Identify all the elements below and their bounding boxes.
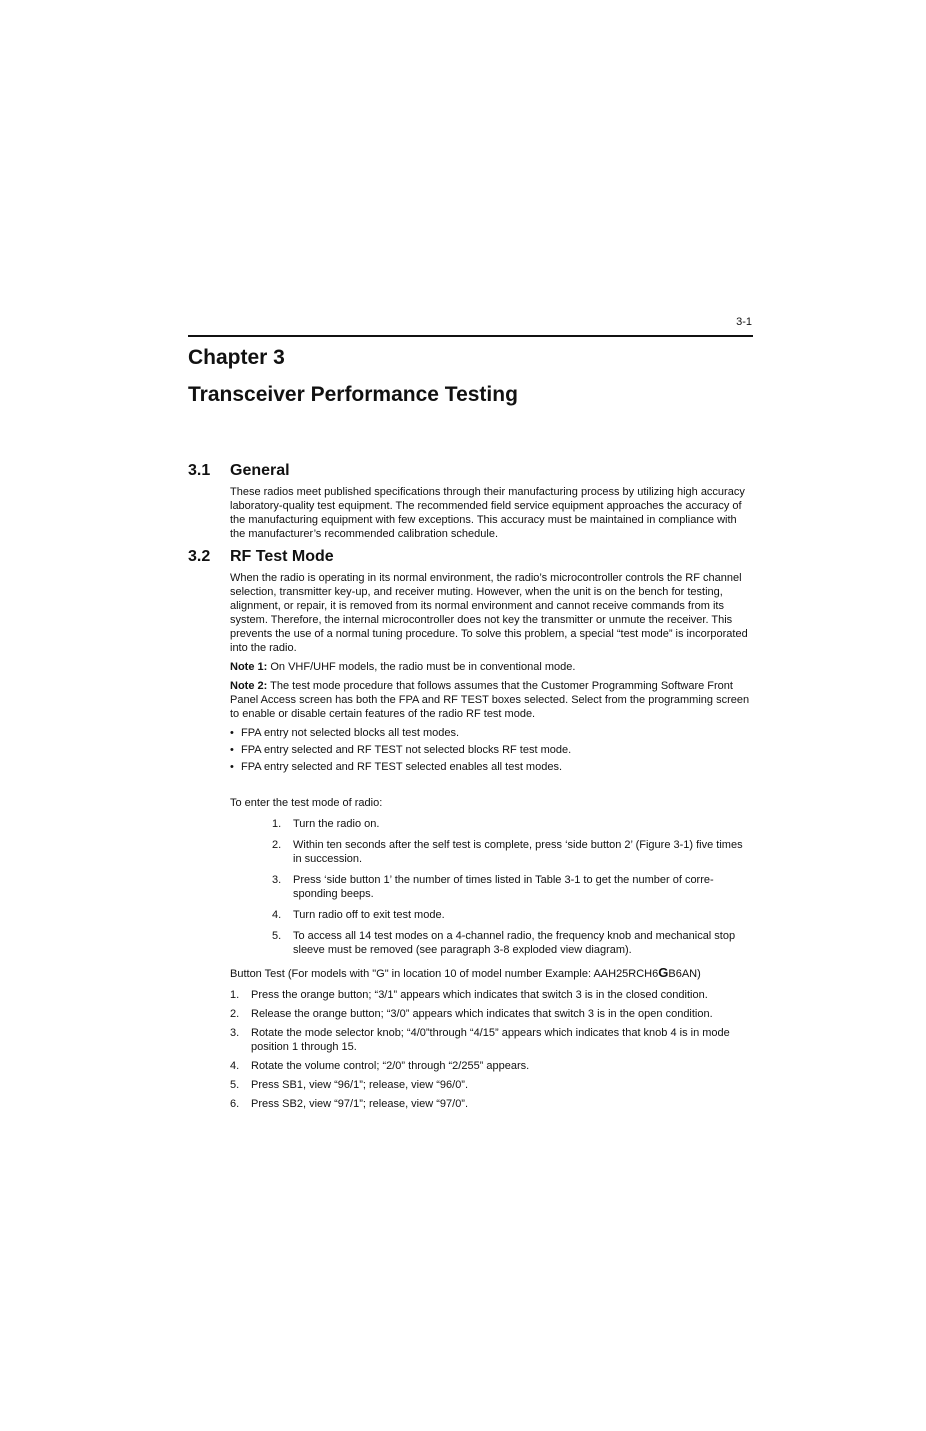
bullet-list xyxy=(230,726,754,774)
section-heading-rf-test-mode xyxy=(188,548,334,566)
list-item: 3. Rotate the mode selector knob; “4/0”through “4/15” appears which indicates that knob 4 is in mode position 1 through 15. xyxy=(230,1027,730,1053)
list-item: • FPA entry not selected blocks all test modes. xyxy=(230,727,460,739)
enter-test-mode-block xyxy=(230,796,754,964)
paragraph: These radios meet published specifications through their manufacturing process by utilizing high accuracy laboratory-quality test equipment. The recommended field service equipment approaches the accuracy of the manufacturing equipment with few exceptions. This accuracy must be maintained in compliance with the manufacturer’s recommended calibration schedule. xyxy=(230,486,745,540)
list-item: 5. To access all 14 test modes on a 4-channel radio, the frequency knob and mechanical stop sleeve must be removed (see paragraph 3-8 exploded view diagram). xyxy=(272,930,736,956)
bullet-icon: • xyxy=(230,727,234,739)
note-1 xyxy=(230,660,754,674)
note-2 xyxy=(230,679,754,721)
list-item: 2. Release the orange button; “3/0” appears which indicates that switch 3 is in the open condition. xyxy=(230,1008,713,1020)
page-number: 3-1 xyxy=(736,316,752,328)
header-rule xyxy=(188,335,753,337)
list-item: • FPA entry selected and RF TEST not selected blocks RF test mode. xyxy=(230,744,572,756)
paragraph-intro: When the radio is operating in its normal environment, the radio’s microcontroller controls the RF channel selection, transmitter key-up, and receiver muting. However, when the unit is on the bench for testing, alignment, or repair, it is removed from its normal environment and cannot receive commands from its system. Therefore, the internal microcontroller does not key the transmitter or unmute the receiver. This prevents the use of a normal tuning procedure. To solve this problem, a special “test mode” is incorporated into the radio. xyxy=(230,572,748,654)
section-title: General xyxy=(230,462,290,479)
list-item: 4. Turn radio off to exit test mode. xyxy=(272,909,445,921)
note-label: Note 1: xyxy=(230,661,268,673)
section-body-rf-test-mode xyxy=(230,571,754,777)
section-number: 3.1 xyxy=(188,462,211,479)
button-test-intro: Button Test (For models with "G" in location 10 of model number Example: AAH25RCH6GB6AN) xyxy=(230,965,701,980)
button-test-block xyxy=(230,966,754,1116)
section-number: 3.2 xyxy=(188,548,211,565)
button-test-steps-list xyxy=(230,988,754,1111)
list-item: 6. Press SB2, view “97/1”; release, view “97/0”. xyxy=(230,1098,469,1110)
enter-steps-list xyxy=(230,817,754,957)
chapter-label: Chapter 3 xyxy=(188,346,285,369)
list-item: 1. Turn the radio on. xyxy=(272,818,380,830)
bullet-icon: • xyxy=(230,744,234,756)
list-item: • FPA entry selected and RF TEST selected enables all test modes. xyxy=(230,761,562,773)
section-heading-general xyxy=(188,462,290,480)
note-text: On VHF/UHF models, the radio must be in conventional mode. xyxy=(267,661,576,673)
list-item: 5. Press SB1, view “96/1”; release, view “96/0”. xyxy=(230,1079,469,1091)
note-label: Note 2: xyxy=(230,680,268,692)
list-item: 3. Press ‘side button 1’ the number of times listed in Table 3-1 to get the number of corre-sponding beeps. xyxy=(272,874,714,900)
section-title: RF Test Mode xyxy=(230,548,334,565)
bullet-icon: • xyxy=(230,761,234,773)
chapter-title: Transceiver Performance Testing xyxy=(188,383,518,406)
enter-intro: To enter the test mode of radio: xyxy=(230,797,383,809)
note-text: The test mode procedure that follows assumes that the Customer Programming Software Front Panel Access screen has both the FPA and RF TEST boxes selected. Select from the programming screen to enable or disable certain features of the radio RF test mode. xyxy=(230,680,750,720)
section-body-general xyxy=(230,485,754,546)
list-item: 4. Rotate the volume control; “2/0” through “2/255” appears. xyxy=(230,1060,530,1072)
list-item: 1. Press the orange button; “3/1” appears which indicates that switch 3 is in the closed condition. xyxy=(230,989,708,1001)
list-item: 2. Within ten seconds after the self test is complete, press ‘side button 2’ (Figure 3-1) five times in succession. xyxy=(272,839,743,865)
